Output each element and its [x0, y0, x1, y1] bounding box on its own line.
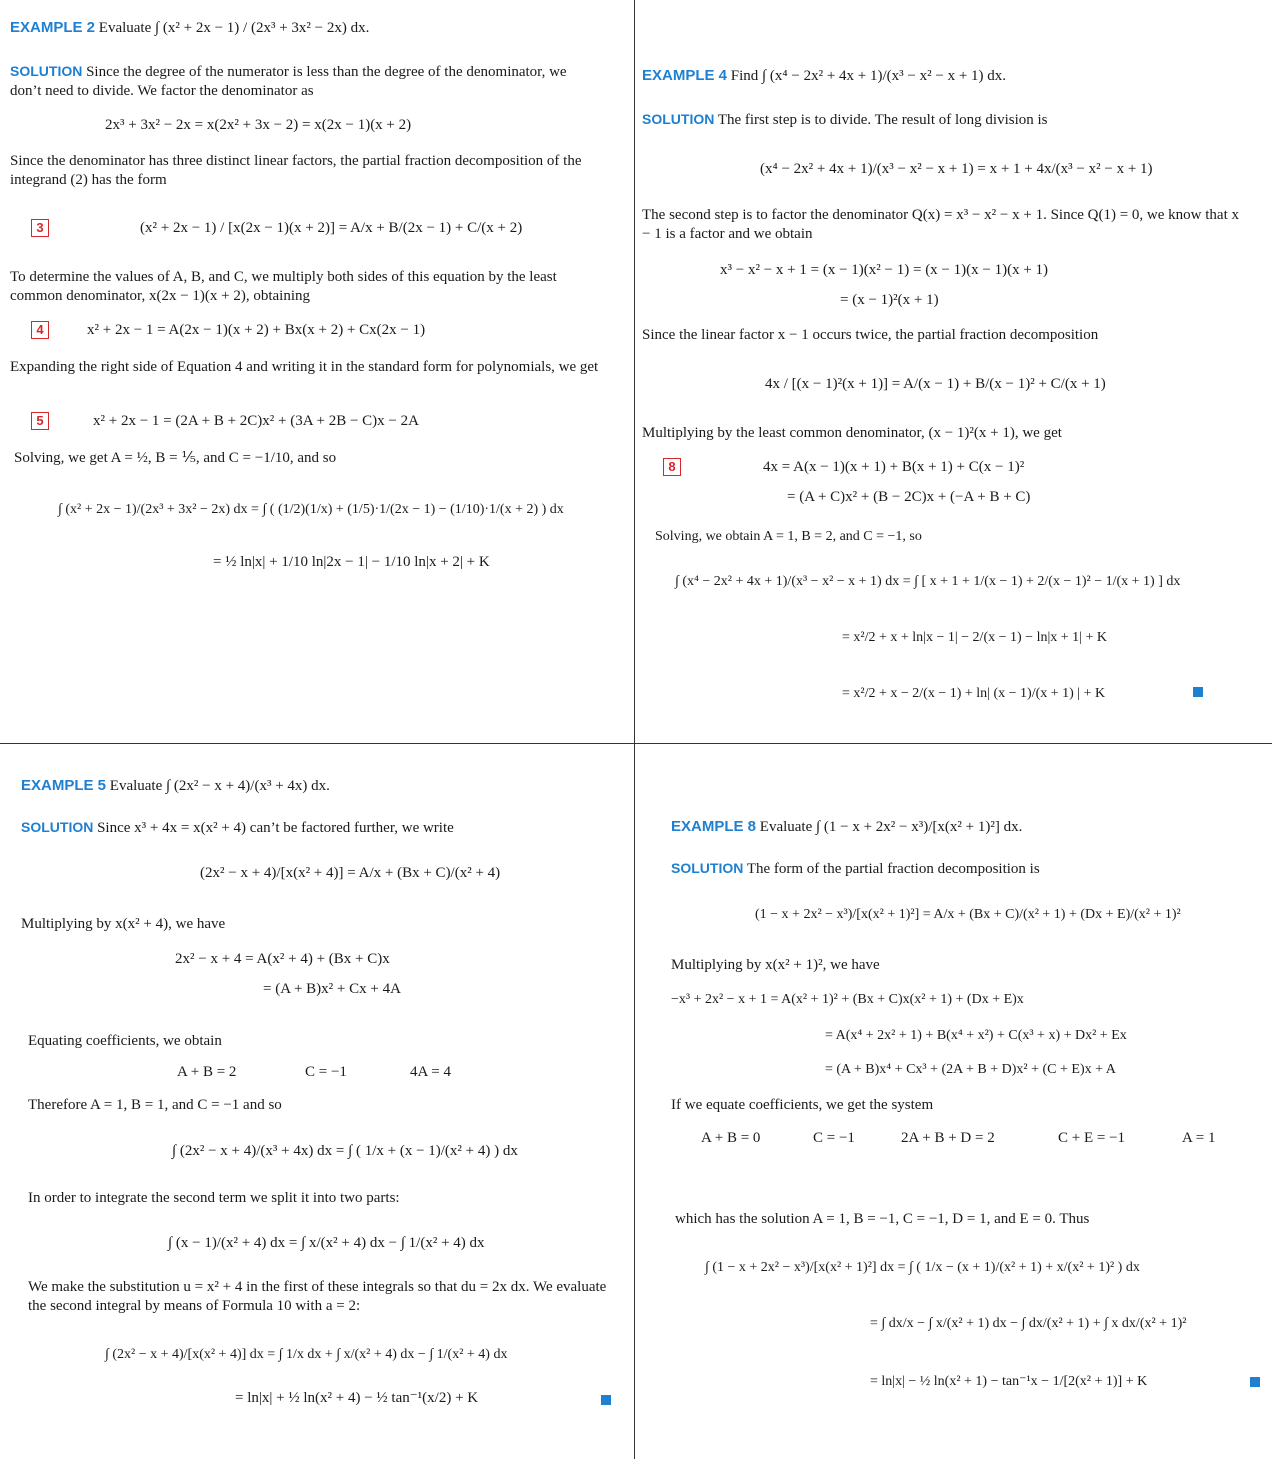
equation: = x²/2 + x + ln|x − 1| − 2/(x − 1) − ln|x + 1| + K: [842, 630, 1107, 645]
solution-paragraph: [10, 62, 600, 101]
equation: = ½ ln|x| + 1/10 ln|2x − 1| − 1/10 ln|x + 2| + K: [213, 554, 490, 570]
equation: 4x = A(x − 1)(x + 1) + B(x + 1) + C(x − 1)²: [763, 459, 1025, 475]
equation: = ln|x| + ½ ln(x² + 4) − ½ tan⁻¹(x/2) + K: [235, 1390, 479, 1406]
equation: = ln|x| − ½ ln(x² + 1) − tan⁻¹x − 1/[2(x² + 1)] + K: [870, 1374, 1148, 1389]
equation: C = −1: [305, 1064, 347, 1080]
example-2-panel: [0, 0, 634, 743]
equation: 2x³ + 3x² − 2x = x(2x² + 3x − 2) = x(2x − 1)(x + 2): [105, 117, 412, 133]
paragraph-text: The form of the partial fraction decomposition is: [746, 861, 1040, 877]
equation-number: 8: [663, 458, 681, 476]
end-of-proof-icon: [1193, 687, 1203, 697]
equation: A = 1: [1182, 1130, 1216, 1146]
example-integral: ∫ (x⁴ − 2x² + 4x + 1)/(x³ − x² − x + 1) dx.: [762, 68, 1007, 84]
paragraph: If we equate coefficients, we get the system: [671, 1097, 934, 1113]
paragraph: Solving, we get A = ½, B = ⅕, and C = −1/10, and so: [14, 450, 337, 466]
example-label: EXAMPLE 8: [671, 818, 757, 835]
equation: 2A + B + D = 2: [901, 1130, 995, 1146]
equation: 4x / [(x − 1)²(x + 1)] = A/(x − 1) + B/(x − 1)² + C/(x + 1): [765, 376, 1106, 392]
solution-paragraph: [671, 859, 1261, 879]
equation: = (A + B)x⁴ + Cx³ + (2A + B + D)x² + (C + E)x + A: [825, 1062, 1116, 1077]
paragraph: Multiplying by the least common denominator, (x − 1)²(x + 1), we get: [642, 425, 1062, 441]
example-8-heading: [671, 817, 1022, 837]
paragraph: Since the linear factor x − 1 occurs twice, the partial fraction decomposition: [642, 327, 1099, 343]
equation-number: 3: [31, 219, 49, 237]
solution-label: SOLUTION: [10, 63, 83, 79]
equation-number: 4: [31, 321, 49, 339]
equation: A + B = 2: [177, 1064, 237, 1080]
equation: ∫ (x⁴ − 2x² + 4x + 1)/(x³ − x² − x + 1) dx = ∫ [ x + 1 + 1/(x − 1) + 2/(x − 1)² − 1/(x + 1) ] dx: [675, 574, 1181, 589]
example-4-panel: [635, 0, 1272, 743]
paragraph: Multiplying by x(x² + 4), we have: [21, 916, 226, 932]
paragraph-text: Since x³ + 4x = x(x² + 4) can’t be factored further, we write: [97, 820, 454, 836]
paragraph: To determine the values of A, B, and C, we multiply both sides of this equation by the least common denominator, x(2x − 1)(x + 2), obtaining: [10, 269, 557, 304]
paragraph-text: Since the degree of the numerator is less than the degree of the denominator, we don’t need to divide. We factor the denominator as: [10, 64, 567, 99]
example-integral: ∫ (1 − x + 2x² − x³)/[x(x² + 1)²] dx.: [816, 819, 1023, 835]
equation: ∫ (x − 1)/(x² + 4) dx = ∫ x/(x² + 4) dx − ∫ 1/(x² + 4) dx: [168, 1235, 485, 1251]
example-label: EXAMPLE 5: [21, 777, 107, 794]
paragraph-text: The first step is to divide. The result of long division is: [717, 112, 1048, 128]
equation: 4A = 4: [410, 1064, 451, 1080]
solution-label: SOLUTION: [642, 111, 715, 127]
example-2-heading: [10, 18, 369, 38]
equation: = (x − 1)²(x + 1): [840, 292, 939, 308]
paragraph: We make the substitution u = x² + 4 in the first of these integrals so that du = 2x dx. We evaluate the second integral by means of Formula 10 with a = 2:: [28, 1279, 607, 1314]
example-verb: Evaluate: [98, 20, 152, 36]
paragraph: Multiplying by x(x² + 1)², we have: [671, 957, 880, 973]
solution-paragraph: [642, 110, 1242, 130]
paragraph: Therefore A = 1, B = 1, and C = −1 and so: [28, 1097, 282, 1113]
solution-paragraph: [21, 818, 611, 838]
equation: x² + 2x − 1 = A(2x − 1)(x + 2) + Bx(x + 2) + Cx(2x − 1): [87, 322, 426, 338]
equation: −x³ + 2x² − x + 1 = A(x² + 1)² + (Bx + C)x(x² + 1) + (Dx + E)x: [671, 992, 1024, 1007]
example-5-panel: [0, 744, 634, 1459]
paragraph: Equating coefficients, we obtain: [28, 1033, 222, 1049]
example-label: EXAMPLE 2: [10, 19, 96, 36]
paragraph: Since the denominator has three distinct linear factors, the partial fraction decomposition of the integrand (2) has the form: [10, 153, 582, 188]
paragraph: Expanding the right side of Equation 4 and writing it in the standard form for polynomials, we get: [10, 359, 599, 375]
paragraph: which has the solution A = 1, B = −1, C = −1, D = 1, and E = 0. Thus: [675, 1211, 1090, 1227]
example-verb: Evaluate: [759, 819, 813, 835]
equation: = (A + B)x² + Cx + 4A: [263, 981, 401, 997]
example-verb: Evaluate: [109, 778, 163, 794]
equation: = (A + C)x² + (B − 2C)x + (−A + B + C): [787, 489, 1031, 505]
example-integral: ∫ (x² + 2x − 1) / (2x³ + 3x² − 2x) dx.: [155, 20, 370, 36]
example-verb: Find: [730, 68, 759, 84]
example-5-heading: [21, 776, 330, 796]
equation: ∫ (1 − x + 2x² − x³)/[x(x² + 1)²] dx = ∫ ( 1/x − (x + 1)/(x² + 1) + x/(x² + 1)² ) dx: [705, 1260, 1140, 1275]
equation: ∫ (x² + 2x − 1)/(2x³ + 3x² − 2x) dx = ∫ ( (1/2)(1/x) + (1/5)·1/(2x − 1) − (1/10)·1/(x + 2) ) dx: [58, 502, 564, 517]
equation: C = −1: [813, 1130, 855, 1146]
equation: x² + 2x − 1 = (2A + B + 2C)x² + (3A + 2B − C)x − 2A: [93, 413, 419, 429]
equation: 2x² − x + 4 = A(x² + 4) + (Bx + C)x: [175, 951, 390, 967]
paragraph: Solving, we obtain A = 1, B = 2, and C = −1, so: [655, 529, 922, 544]
equation: (1 − x + 2x² − x³)/[x(x² + 1)²] = A/x + (Bx + C)/(x² + 1) + (Dx + E)/(x² + 1)²: [755, 907, 1181, 922]
example-8-panel: [635, 744, 1272, 1459]
equation: ∫ (2x² − x + 4)/(x³ + 4x) dx = ∫ ( 1/x + (x − 1)/(x² + 4) ) dx: [172, 1143, 518, 1159]
example-label: EXAMPLE 4: [642, 67, 728, 84]
equation: (x² + 2x − 1) / [x(2x − 1)(x + 2)] = A/x + B/(2x − 1) + C/(x + 2): [140, 220, 523, 236]
equation: A + B = 0: [701, 1130, 761, 1146]
equation: ∫ (2x² − x + 4)/[x(x² + 4)] dx = ∫ 1/x dx + ∫ x/(x² + 4) dx − ∫ 1/(x² + 4) dx: [105, 1347, 508, 1362]
paragraph: The second step is to factor the denominator Q(x) = x³ − x² − x + 1. Since Q(1) = 0, we know that x − 1 is a factor and we obtain: [642, 207, 1239, 242]
equation-number: 5: [31, 412, 49, 430]
end-of-proof-icon: [1250, 1377, 1260, 1387]
equation: = x²/2 + x − 2/(x − 1) + ln| (x − 1)/(x + 1) | + K: [842, 686, 1106, 701]
solution-label: SOLUTION: [21, 819, 94, 835]
equation: (2x² − x + 4)/[x(x² + 4)] = A/x + (Bx + C)/(x² + 4): [200, 865, 501, 881]
end-of-proof-icon: [601, 1395, 611, 1405]
solution-label: SOLUTION: [671, 860, 744, 876]
example-4-heading: [642, 66, 1006, 86]
paragraph: In order to integrate the second term we split it into two parts:: [28, 1190, 400, 1206]
equation: C + E = −1: [1058, 1130, 1126, 1146]
equation: (x⁴ − 2x² + 4x + 1)/(x³ − x² − x + 1) = x + 1 + 4x/(x³ − x² − x + 1): [760, 161, 1153, 177]
equation: x³ − x² − x + 1 = (x − 1)(x² − 1) = (x − 1)(x − 1)(x + 1): [720, 262, 1049, 278]
equation: = ∫ dx/x − ∫ x/(x² + 1) dx − ∫ dx/(x² + 1) + ∫ x dx/(x² + 1)²: [870, 1316, 1187, 1331]
example-integral: ∫ (2x² − x + 4)/(x³ + 4x) dx.: [166, 778, 330, 794]
equation: = A(x⁴ + 2x² + 1) + B(x⁴ + x²) + C(x³ + x) + Dx² + Ex: [825, 1028, 1127, 1043]
